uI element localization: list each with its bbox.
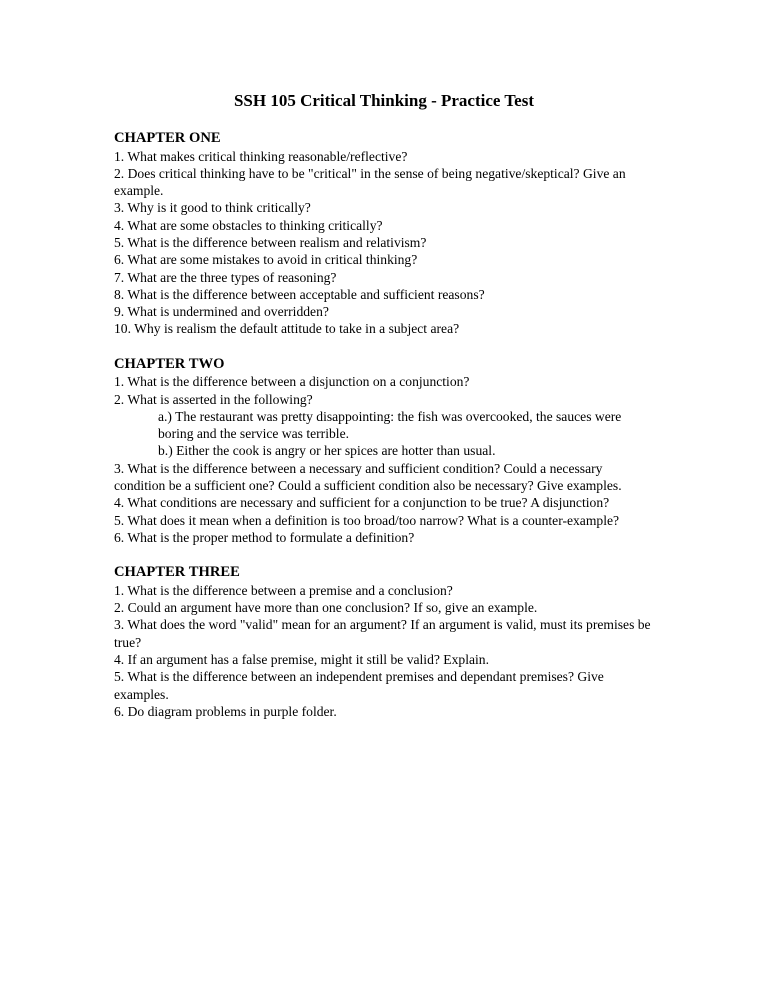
question: 1. What is the difference between a premise and a conclusion? bbox=[114, 582, 453, 598]
question: 5. What is the difference between an independent premises and dependant premises? Give examples. bbox=[114, 669, 604, 702]
chapter-two bbox=[114, 356, 654, 546]
question: 6. Do diagram problems in purple folder. bbox=[114, 703, 337, 719]
question: 1. What makes critical thinking reasonable/reflective? bbox=[114, 148, 408, 164]
question: 5. What does it mean when a definition is too broad/too narrow? What is a counter-example? bbox=[114, 512, 620, 528]
sub-item: b.) Either the cook is angry or her spices are hotter than usual. bbox=[158, 443, 496, 459]
question: 8. What is the difference between acceptable and sufficient reasons? bbox=[114, 286, 485, 302]
question: 4. If an argument has a false premise, might it still be valid? Explain. bbox=[114, 651, 489, 667]
question: 3. What is the difference between a necessary and sufficient condition? Could a necessary condition be a sufficient one? Could a sufficient condition also be necessary? Give examples. bbox=[114, 460, 622, 494]
question: 9. What is undermined and overridden? bbox=[114, 304, 329, 320]
chapter-heading: CHAPTER THREE bbox=[114, 564, 240, 581]
chapter-heading: CHAPTER ONE bbox=[114, 130, 221, 146]
question: 3. Why is it good to think critically? bbox=[114, 200, 311, 216]
question: 2. What is asserted in the following? bbox=[114, 391, 313, 407]
question: 6. What are some mistakes to avoid in critical thinking? bbox=[114, 252, 418, 268]
question: 4. What are some obstacles to thinking critically? bbox=[114, 217, 383, 233]
question: 4. What conditions are necessary and sufficient for a conjunction to be true? A disjunction? bbox=[114, 495, 610, 511]
question: 1. What is the difference between a disjunction on a conjunction? bbox=[114, 374, 470, 390]
question: 2. Could an argument have more than one conclusion? If so, give an example. bbox=[114, 600, 538, 616]
question: 5. What is the difference between realism and relativism? bbox=[114, 234, 427, 250]
chapter-heading: CHAPTER TWO bbox=[114, 355, 225, 372]
document-body bbox=[114, 130, 654, 738]
sub-item: a.) The restaurant was pretty disappointing: the fish was overcooked, the sauces were boring and the service was terrible. bbox=[158, 408, 622, 442]
question: 2. Does critical thinking have to be "critical" in the sense of being negative/skeptical? Give an example. bbox=[114, 165, 626, 199]
question: 6. What is the proper method to formulate a definition? bbox=[114, 529, 415, 545]
document-title: SSH 105 Critical Thinking - Practice Test bbox=[233, 91, 535, 110]
question: 7. What are the three types of reasoning? bbox=[114, 269, 337, 285]
question: 10. Why is realism the default attitude to take in a subject area? bbox=[114, 321, 460, 337]
question: 3. What does the word "valid" mean for an argument? If an argument is valid, must its premises be true? bbox=[114, 617, 651, 650]
chapter-three bbox=[114, 564, 654, 720]
chapter-one bbox=[114, 130, 654, 338]
